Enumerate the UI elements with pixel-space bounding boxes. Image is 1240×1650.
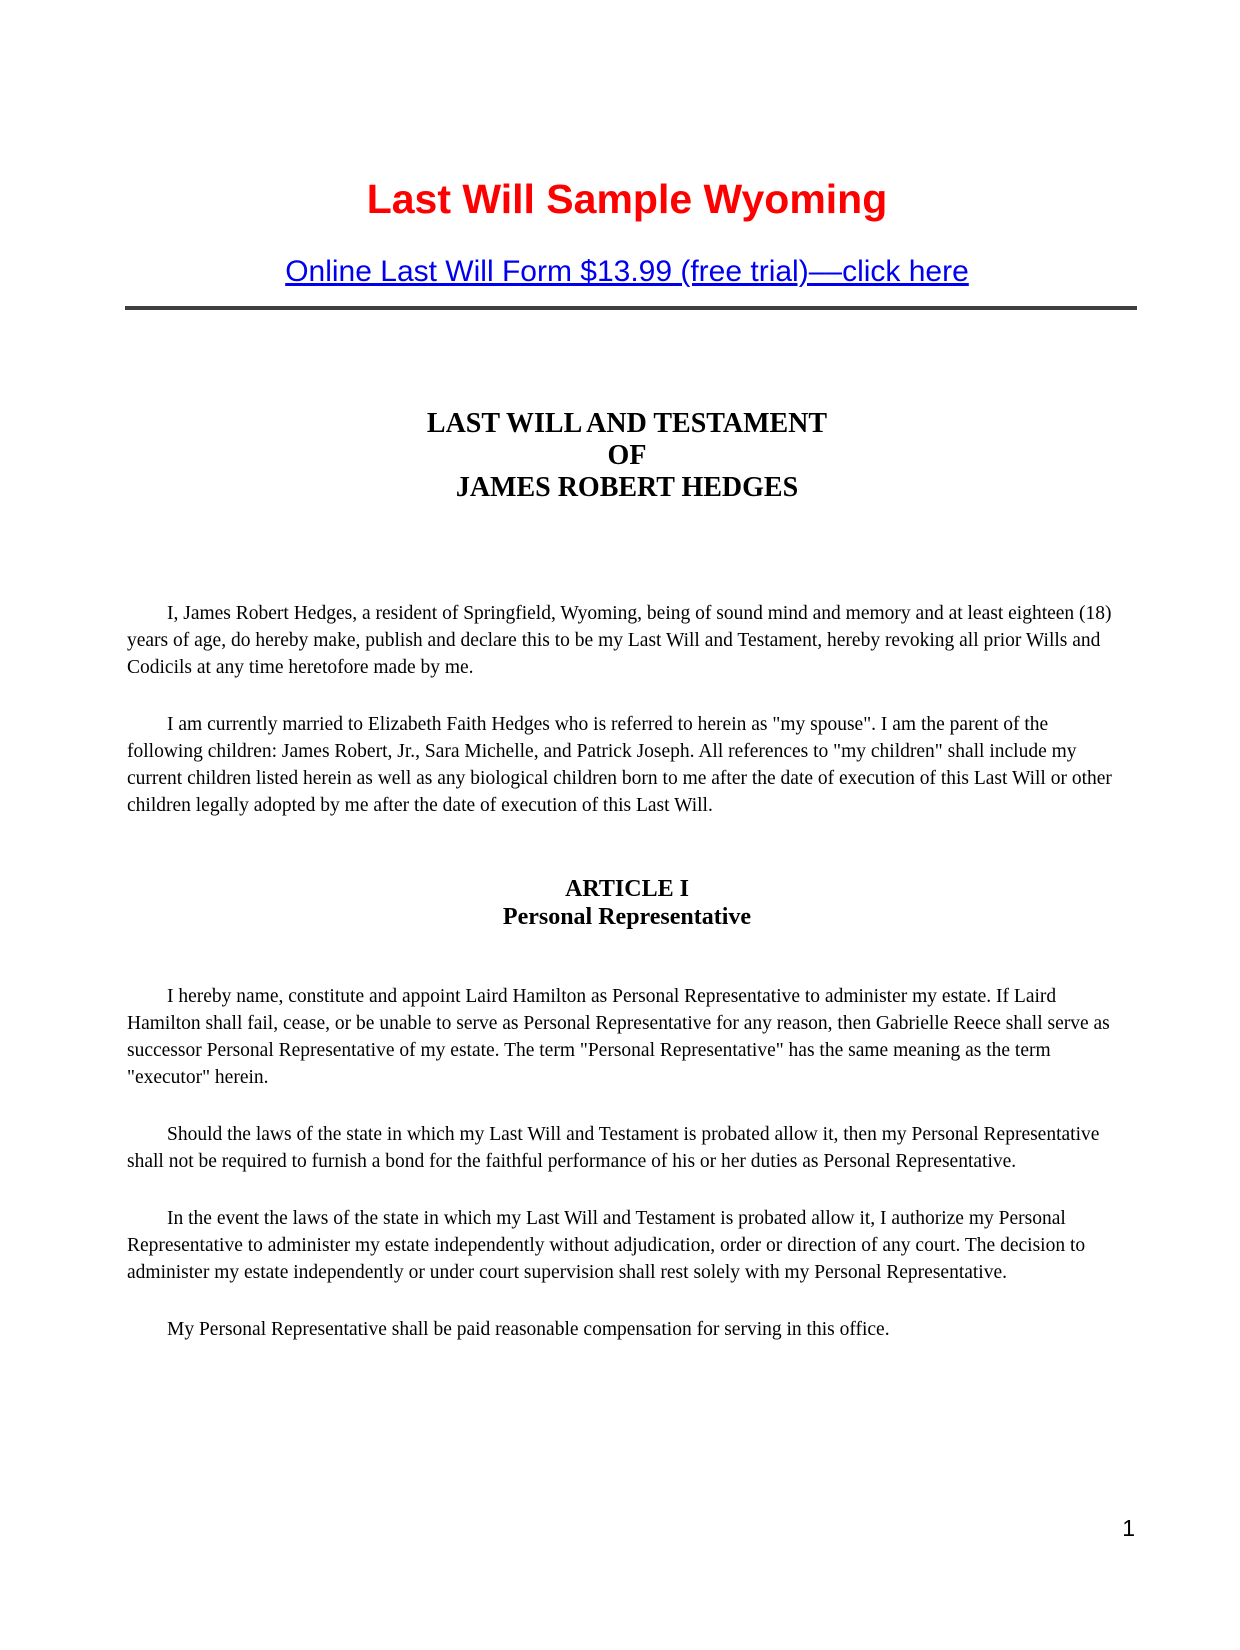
paragraph-compensation: My Personal Representative shall be paid reasonable compensation for serving in this office.	[167, 1319, 890, 1340]
will-title-line-2: OF	[607, 440, 647, 471]
will-title-line-3: JAMES ROBERT HEDGES	[455, 472, 799, 503]
article-1-heading-block	[127, 875, 1127, 931]
paragraph-appoint-representative: I hereby name, constitute and appoint Laird Hamilton as Personal Representative to administer my estate. If Laird Hamilton shall fail, cease, or be unable to serve as Personal Representative for any reason, then Gabrielle Reece shall serve as successor Personal Representative of my estate. The term "Personal Representative" has the same meaning as the term "executor" herein.	[127, 986, 1110, 1088]
paragraph-family: I am currently married to Elizabeth Faith Hedges who is referred to herein as "my spouse". I am the parent of the following children: James Robert, Jr., Sara Michelle, and Patrick Joseph. All references to "my children" shall include my current children listed herein as well as any biological children born to me after the date of execution of this Last Will or other children legally adopted by me after the date of execution of this Last Will.	[127, 714, 1112, 816]
site-header	[127, 0, 1127, 310]
paragraph-declaration: I, James Robert Hedges, a resident of Springfield, Wyoming, being of sound mind and memory and at least eighteen (18) years of age, do hereby make, publish and declare this to be my Last Will and Testament, hereby revoking all prior Wills and Codicils at any time heretofore made by me.	[127, 603, 1112, 678]
article-1-heading: ARTICLE I	[565, 876, 689, 902]
horizontal-rule	[125, 306, 1137, 310]
online-form-link[interactable]: Online Last Will Form $13.99 (free trial)––click here	[285, 255, 969, 288]
article-1-subheading: Personal Representative	[502, 904, 752, 930]
page-title: Last Will Sample Wyoming	[366, 176, 888, 222]
page-number: 1	[1122, 1515, 1135, 1541]
will-title-line-1: LAST WILL AND TESTAMENT	[426, 408, 828, 439]
paragraph-independent-administration: In the event the laws of the state in which my Last Will and Testament is probated allow it, I authorize my Personal Representative to administer my estate independently without adjudication, order or direction of any court. The decision to administer my estate independently or under court supervision shall rest solely with my Personal Representative.	[127, 1208, 1086, 1283]
will-title	[127, 408, 1127, 504]
paragraph-bond: Should the laws of the state in which my Last Will and Testament is probated allow it, then my Personal Representative shall not be required to furnish a bond for the faithful performance of his or her duties as Personal Representative.	[127, 1124, 1100, 1172]
